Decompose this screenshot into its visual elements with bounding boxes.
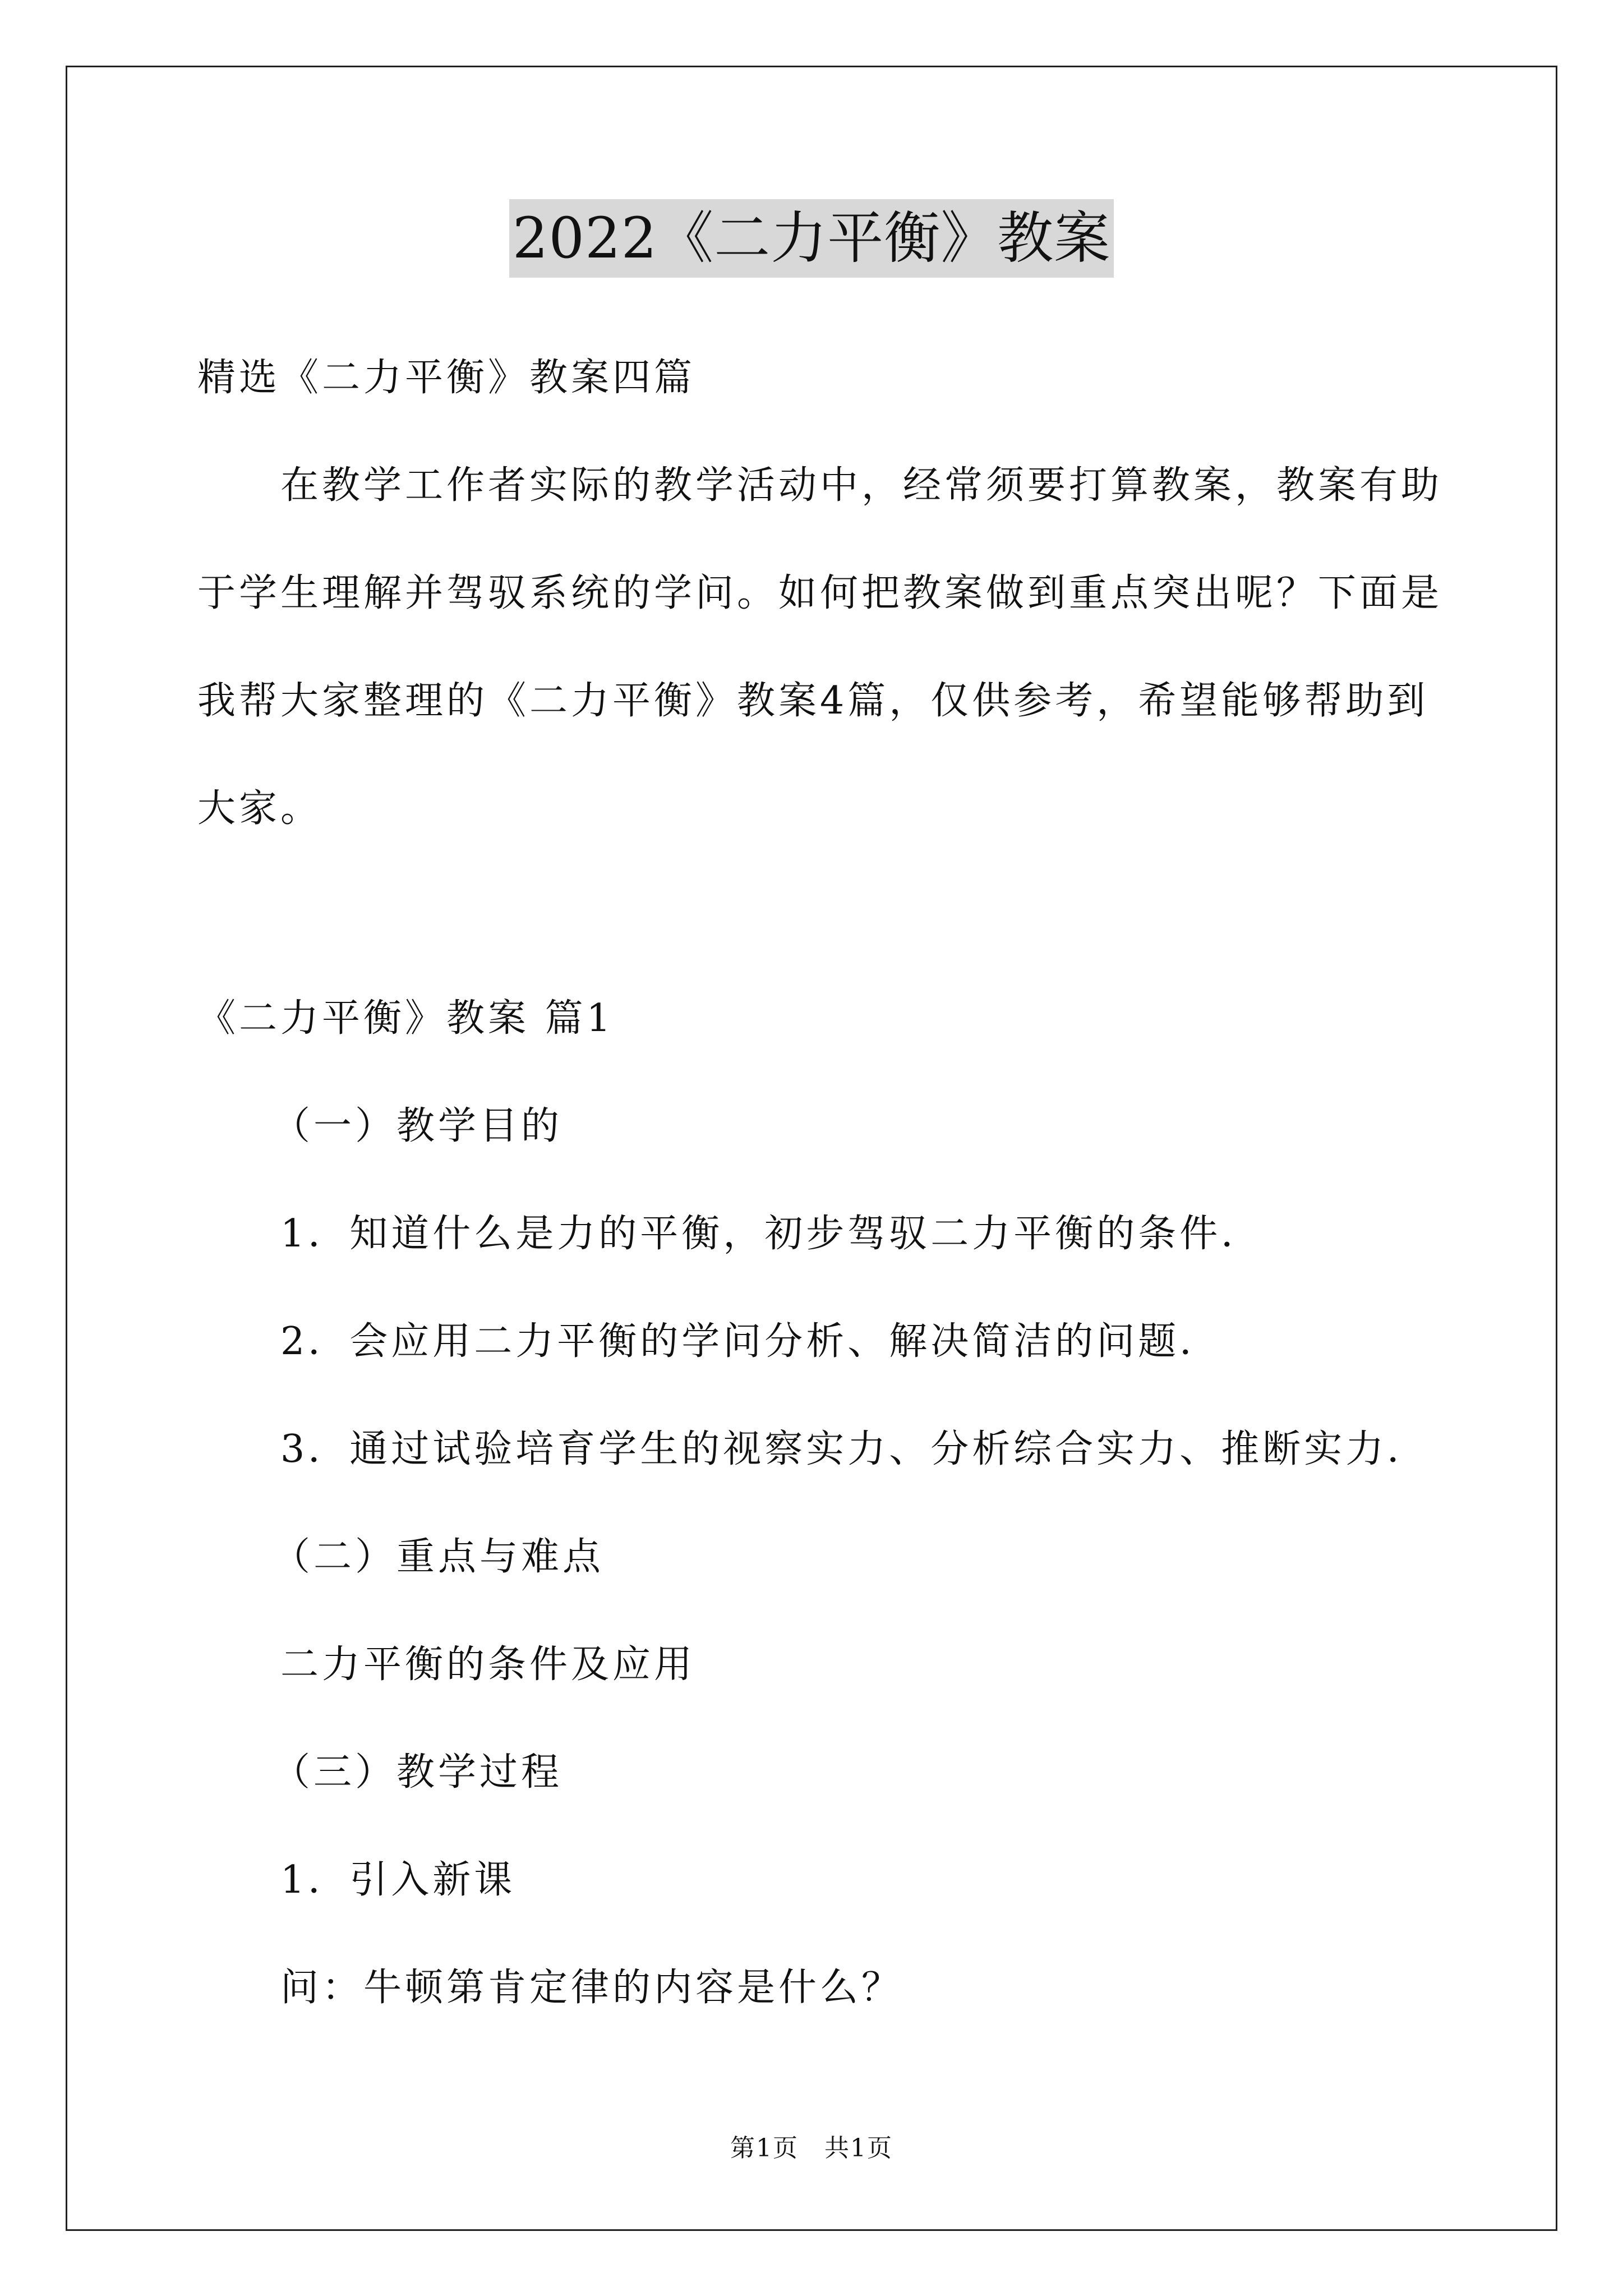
body-line-8: 1．引入新课: [280, 1858, 516, 1902]
intro-line-3: 我帮大家整理的《二力平衡》教案4篇，仅供参考，希望能够帮助到: [197, 679, 1429, 723]
body-line-5: （二）重点与难点: [272, 1535, 605, 1579]
intro-line-4: 大家。: [197, 786, 322, 831]
body-line-4: 3．通过试验培育学生的视察实力、分析综合实力、推断实力．: [280, 1427, 1429, 1471]
body-line-7: （三）教学过程: [272, 1750, 563, 1795]
intro-line-1: 在教学工作者实际的教学活动中，经常须要打算教案，教案有助: [280, 463, 1443, 508]
document-title: 2022《二力平衡》教案: [509, 199, 1114, 278]
document-subtitle: 精选《二力平衡》教案四篇: [197, 356, 696, 400]
body-line-1: （一）教学目的: [272, 1104, 563, 1148]
body-line-3: 2．会应用二力平衡的学问分析、解决简洁的问题．: [280, 1319, 1221, 1364]
page-footer: 第1页 共1页: [730, 2134, 893, 2162]
title-container: [0, 199, 1623, 278]
body-line-9: 问：牛顿第肯定律的内容是什么？: [280, 1966, 903, 2010]
body-line-6: 二力平衡的条件及应用: [280, 1642, 696, 1687]
intro-line-2: 于学生理解并驾驭系统的学问。如何把教案做到重点突出呢？下面是: [197, 571, 1443, 615]
section-heading: 《二力平衡》教案 篇1: [197, 996, 614, 1041]
body-line-2: 1．知道什么是力的平衡，初步驾驭二力平衡的条件．: [280, 1212, 1263, 1256]
